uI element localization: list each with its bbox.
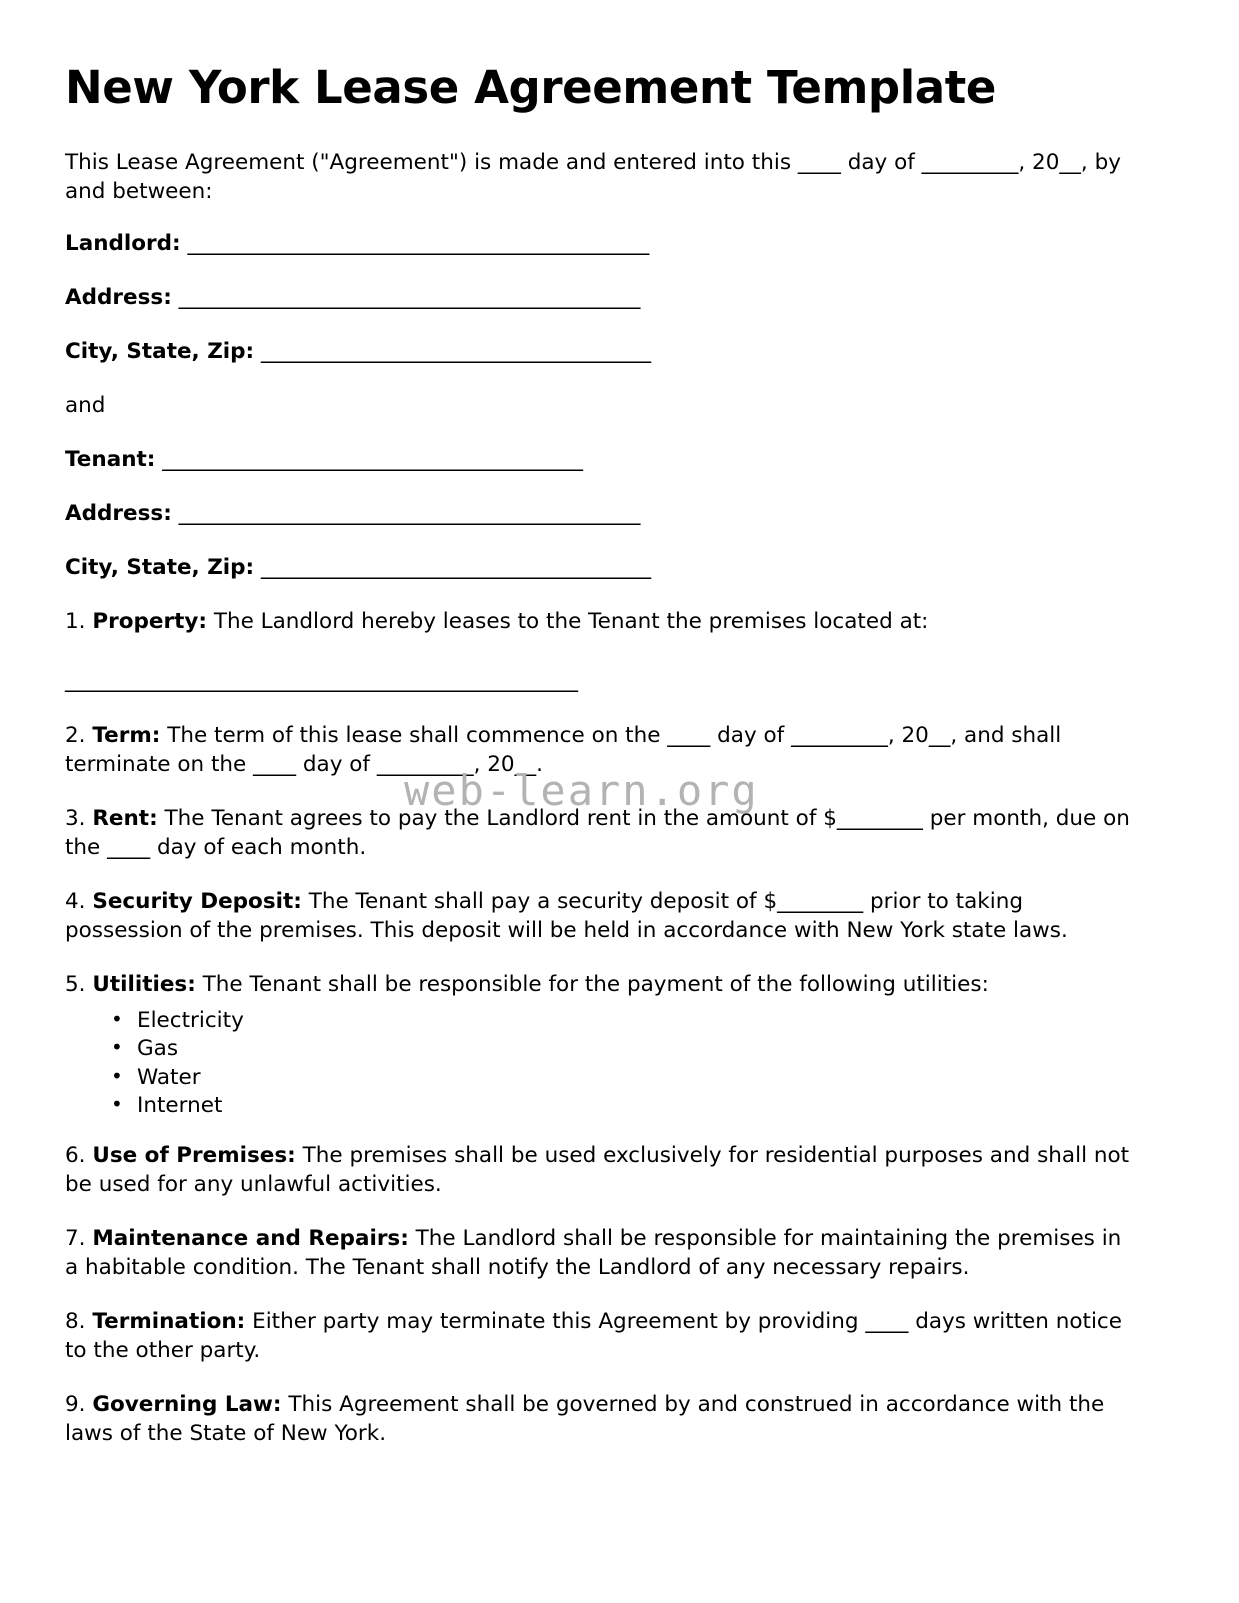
- conjunction-and: and: [65, 392, 106, 418]
- field-blank-line[interactable]: _____________________________________________: [178, 284, 640, 310]
- intro-paragraph: This Lease Agreement ("Agreement") is made and entered into this ____ day of _________, 20__, by and between:: [65, 149, 1121, 204]
- section-label: Property:: [92, 608, 207, 634]
- section-number: 2.: [65, 722, 86, 748]
- list-item: • Electricity: [137, 1007, 1141, 1035]
- section-governing-law: [65, 1390, 1141, 1448]
- section-number: 8.: [65, 1308, 86, 1334]
- section-text: The term of this lease shall commence on the ____ day of _________, 20__, and shall terminate on the ____ day of _________, 20__.: [65, 722, 1062, 777]
- section-number: 6.: [65, 1142, 86, 1168]
- section-label: Termination:: [92, 1308, 246, 1334]
- page-title: New York Lease Agreement Template: [65, 61, 996, 114]
- list-item: • Water: [137, 1064, 1141, 1092]
- section-rent: [65, 804, 1141, 862]
- section-utilities: [65, 970, 1141, 999]
- section-term: [65, 721, 1141, 779]
- section-text: The Landlord hereby leases to the Tenant the premises located at:: [213, 608, 929, 634]
- field-blank-line[interactable]: _________________________________________: [162, 446, 583, 472]
- field-label: Address:: [65, 500, 172, 526]
- section-text: The Tenant agrees to pay the Landlord rent in the amount of $________ per month, due on the ____ day of each month.: [65, 805, 1130, 860]
- property-address-blank-line[interactable]: __________________________________________________: [65, 667, 578, 693]
- field-blank-line[interactable]: ______________________________________: [261, 338, 651, 364]
- field-label: Tenant:: [65, 446, 156, 472]
- section-number: 9.: [65, 1391, 86, 1417]
- section-label: Term:: [92, 722, 161, 748]
- section-use-of-premises: [65, 1141, 1141, 1199]
- list-item: • Gas: [137, 1035, 1141, 1063]
- section-number: 4.: [65, 888, 86, 914]
- field-blank-line[interactable]: _____________________________________________: [178, 500, 640, 526]
- section-text: The premises shall be used exclusively for residential purposes and shall not be used for any unlawful activities.: [65, 1142, 1130, 1197]
- section-number: 7.: [65, 1225, 86, 1251]
- section-label: Security Deposit:: [92, 888, 302, 914]
- section-text: This Agreement shall be governed by and construed in accordance with the laws of the State of New York.: [65, 1391, 1105, 1446]
- field-blank-line[interactable]: _____________________________________________: [187, 230, 649, 256]
- field-landlord-name: [65, 229, 1141, 258]
- utilities-list: [65, 1007, 1141, 1121]
- section-label: Utilities:: [92, 972, 196, 998]
- section-text: Either party may terminate this Agreement by providing ____ days written notice to the other party.: [65, 1308, 1122, 1363]
- section-security-deposit: [65, 887, 1141, 945]
- field-label: City, State, Zip:: [65, 338, 255, 364]
- section-termination: [65, 1307, 1141, 1365]
- field-label: City, State, Zip:: [65, 554, 255, 580]
- section-text: The Tenant shall be responsible for the payment of the following utilities:: [202, 972, 989, 998]
- section-label: Use of Premises:: [92, 1142, 296, 1168]
- list-item: • Internet: [137, 1092, 1141, 1120]
- section-label: Maintenance and Repairs:: [92, 1225, 409, 1251]
- field-landlord-city-state-zip: [65, 337, 1141, 366]
- section-maintenance-and-repairs: [65, 1224, 1141, 1282]
- section-text: The Tenant shall pay a security deposit of $________ prior to taking possession of the premises. This deposit will be held in accordance with New York state laws.: [65, 888, 1068, 943]
- field-tenant-city-state-zip: [65, 553, 1141, 582]
- section-property: [65, 607, 1141, 636]
- field-tenant-address: [65, 499, 1141, 528]
- field-landlord-address: [65, 283, 1141, 312]
- section-label: Rent:: [92, 805, 158, 831]
- field-label: Landlord:: [65, 230, 181, 256]
- section-number: 3.: [65, 805, 86, 831]
- section-text: The Landlord shall be responsible for maintaining the premises in a habitable condition. The Tenant shall notify the Landlord of any necessary repairs.: [65, 1225, 1122, 1280]
- section-number: 1.: [65, 608, 86, 634]
- site-watermark: web-learn.org: [404, 766, 759, 815]
- section-label: Governing Law:: [92, 1391, 282, 1417]
- field-tenant-name: [65, 445, 1141, 474]
- section-number: 5.: [65, 972, 86, 998]
- field-label: Address:: [65, 284, 172, 310]
- field-blank-line[interactable]: ______________________________________: [261, 554, 651, 580]
